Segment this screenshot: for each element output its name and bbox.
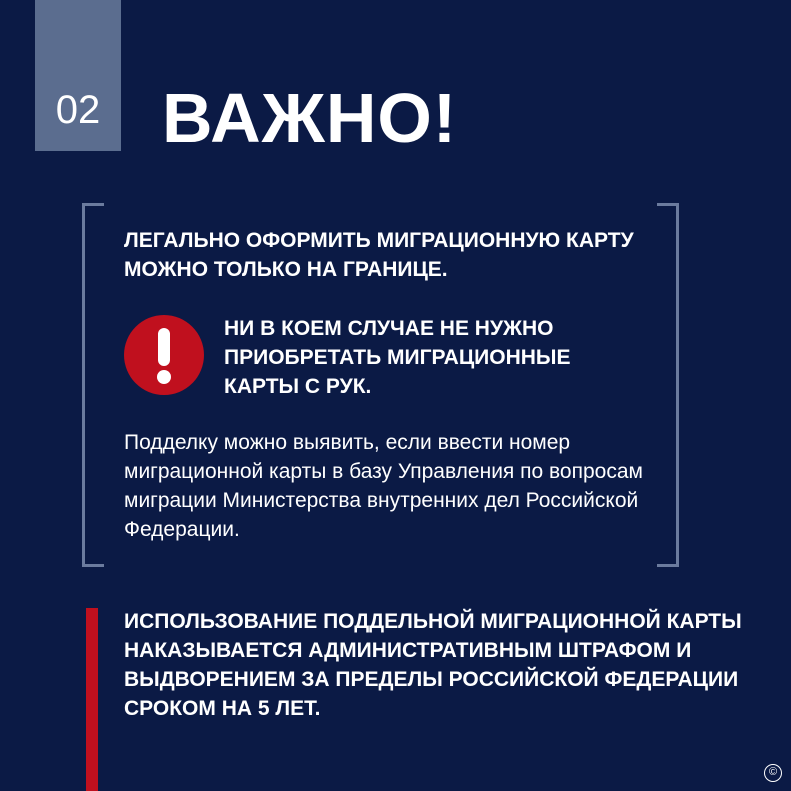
- exclamation-icon: [124, 315, 204, 395]
- page-title: ВАЖНО!: [162, 79, 458, 157]
- warning-text: НИ В КОЕМ СЛУЧАЕ НЕ НУЖНО ПРИОБРЕТАТЬ МИГРАЦИОННЫЕ КАРТЫ С РУК.: [224, 317, 571, 398]
- accent-bar: [86, 608, 98, 791]
- section-number: 02: [55, 88, 101, 132]
- section-number-box: [35, 0, 121, 151]
- penalty-text: ИСПОЛЬЗОВАНИЕ ПОДДЕЛЬНОЙ МИГРАЦИОННОЙ КАРТЫ НАКАЗЫВАЕТСЯ АДМИНИСТРАТИВНЫМ ШТРАФОМ И ВЫДВОРЕНИЕМ ЗА ПРЕДЕЛЫ РОССИЙСКОЙ ФЕДЕРАЦИИ СРОКОМ НА 5 ЛЕТ.: [124, 610, 742, 720]
- legal-border-note: ЛЕГАЛЬНО ОФОРМИТЬ МИГРАЦИОННУЮ КАРТУ МОЖНО ТОЛЬКО НА ГРАНИЦЕ.: [124, 229, 634, 281]
- verification-text: Подделку можно выявить, если ввести номер миграционной карты в базу Управления по вопросам миграции Министерства внутренних дел Российской Федерации.: [124, 431, 643, 541]
- left-bracket: [82, 203, 104, 567]
- copyright-icon: ©: [764, 764, 782, 782]
- right-bracket: [657, 203, 679, 567]
